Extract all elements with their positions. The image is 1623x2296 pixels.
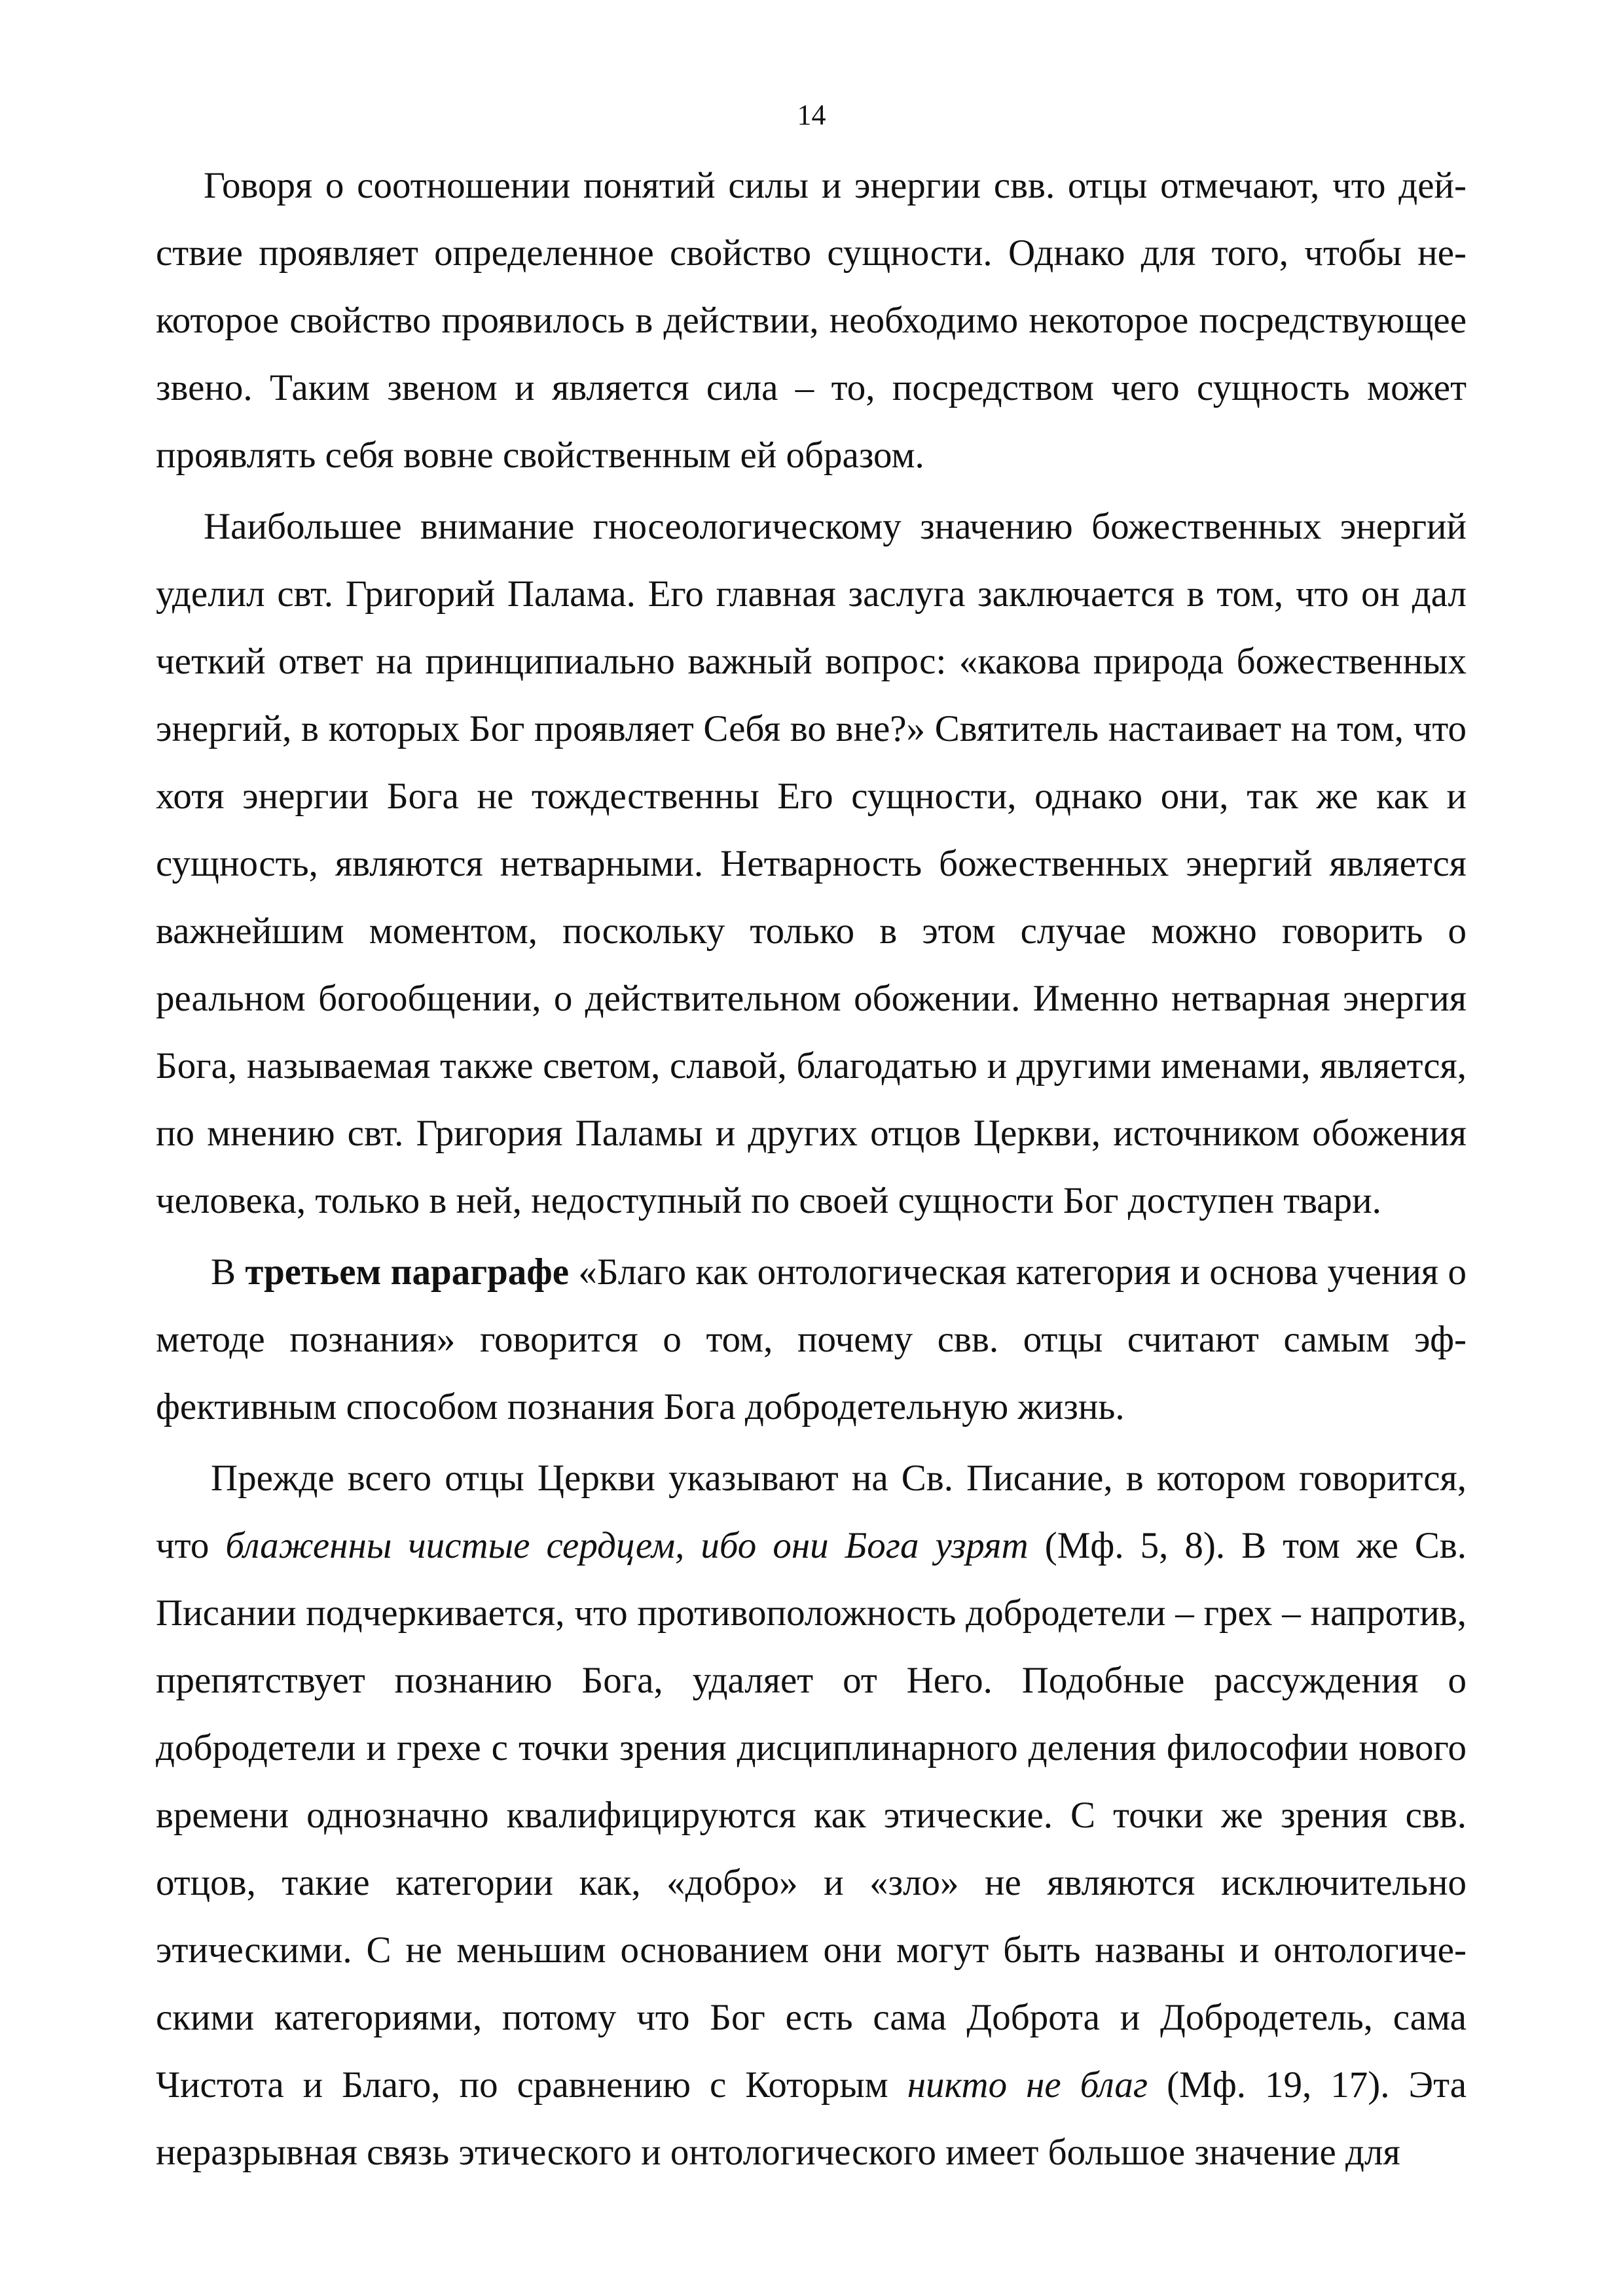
scripture-quote-1: блаженны чистые сердцем, ибо они Бога узрят — [225, 1525, 1029, 1566]
paragraph-scripture — [156, 1444, 1467, 2186]
scripture-text-3: (Мф. 19, 17). Эта неразрывная связь этического и онтологического имеет большое значение для — [156, 2064, 1467, 2173]
scripture-quote-2: никто не благ — [907, 2064, 1148, 2106]
bold-section-ref: третьем параграфе — [245, 1251, 570, 1293]
paragraph-third-section-text: «Благо как онтологическая категория и основа учения о методе познания» говорится о том, почему свв. отцы считают самым эффективным способом познания Бога добродетельную жизнь. — [156, 1251, 1467, 1427]
paragraph-gregory-palamas: Наибольшее внимание гносеологическому значению божественных энергий уделил свт. Григорий Палама. Его главная заслуга заключается в том, что он дал четкий ответ на принципиально важный вопрос: «какова природа божественных энергий, в которых Бог проявляет Себя во вне?» Святитель настаивает на том, что хотя энергии Бога не тождественны Его сущности, однако они, так же как и сущность, являются нетварными. Нетварность божественных энергий является важнейшим моментом, поскольку только в этом случае можно говорить о реальном богообщении, о действительном обожении. Именно нетварная энергия Бога, называемая также светом, славой, благодатью и другими именами, является, по мнению свт. Григория Паламы и других отцов Церкви, источником обожения человека, только в ней, недоступный по своей сущности Бог доступен твари. — [156, 506, 1467, 1221]
page-number: 14 — [797, 99, 826, 131]
body-text — [156, 152, 1467, 2190]
scripture-text-1: Прежде всего отцы Церкви указывают на Св. Писание, в котором говорится, что — [156, 1458, 1467, 1566]
paragraph-third-section — [156, 1238, 1467, 1441]
paragraph-forces-energies: Говоря о соотношении понятий силы и энергии свв. отцы отмечают, что действие проявляет определенное свойство сущности. Однако для того, чтобы некоторое свойство проявилось в действии, необходимо некоторое посредствующее звено. Таким звеном и является сила – то, посредством чего сущность может проявлять себя вовне свойственным ей образом. — [156, 165, 1467, 476]
paragraph-lead-word: В — [211, 1251, 236, 1293]
scripture-text-2: (Мф. 5, 8). В том же Св. Писании подчеркивается, что противоположность добродетели – грех – напротив, препятствует познанию Бога, удаляет от Него. Подобные рассуждения о добродетели и грехе с точки зрения дисциплинарного деления философии нового времени однозначно квалифицируются как этические. С точки же зрения свв. отцов, такие категории как, «добро» и «зло» не являются исключительно этическими. С не меньшим основанием они могут быть названы и онтологическими категориями, потому что Бог есть сама Доброта и Добродетель, сама Чистота и Благо, по сравнению с Которым — [156, 1525, 1467, 2106]
